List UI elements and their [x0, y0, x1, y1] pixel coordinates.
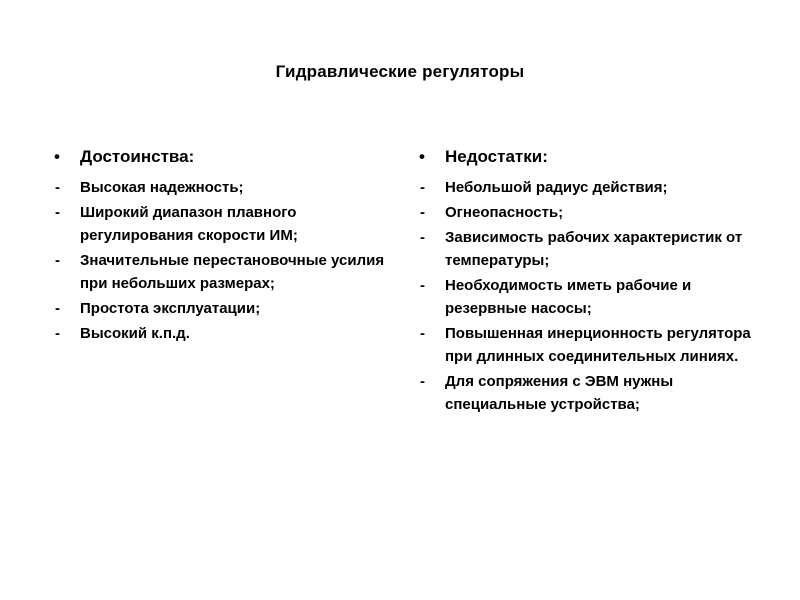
list-item-text: Огнеопасность; — [445, 204, 564, 221]
disadvantages-column — [417, 146, 777, 418]
list-item-text: Небольшой радиус действия; — [445, 179, 668, 196]
advantages-column — [52, 146, 392, 347]
disadvantages-list — [417, 176, 777, 416]
list-item — [52, 322, 392, 345]
list-item — [417, 274, 777, 320]
list-item — [417, 322, 777, 368]
dash-icon: - — [55, 300, 60, 317]
dash-icon: - — [420, 204, 425, 221]
list-item-text: Значительные перестановочные усилия при небольших размерах; — [80, 252, 385, 292]
dash-icon: - — [420, 325, 425, 342]
list-item-text: Повышенная инерционность регулятора при длинных соединительных линиях. — [445, 325, 751, 365]
bullet-icon: • — [54, 147, 60, 166]
dash-icon: - — [55, 252, 60, 269]
dash-icon: - — [420, 229, 425, 246]
list-item-text: Зависимость рабочих характеристик от температуры; — [445, 229, 743, 269]
dash-icon: - — [420, 179, 425, 196]
list-item-text: Простота эксплуатации; — [80, 300, 261, 317]
dash-icon: - — [55, 179, 60, 196]
list-item — [417, 176, 777, 199]
list-item-text: Широкий диапазон плавного регулирования скорости ИМ; — [80, 204, 298, 244]
list-item — [417, 226, 777, 272]
list-item — [417, 201, 777, 224]
list-item — [417, 370, 777, 416]
list-item — [52, 176, 392, 199]
slide-title: Гидравлические регуляторы — [275, 62, 525, 81]
dash-icon: - — [55, 204, 60, 221]
dash-icon: - — [55, 325, 60, 342]
list-item-text: Высокая надежность; — [80, 179, 244, 196]
dash-icon: - — [420, 277, 425, 294]
list-item-text: Необходимость иметь рабочие и резервные насосы; — [445, 277, 692, 317]
advantages-heading-label: Достоинства: — [80, 147, 195, 166]
list-item — [52, 201, 392, 247]
bullet-icon: • — [419, 147, 425, 166]
list-item-text: Для сопряжения с ЭВМ нужны специальные устройства; — [445, 373, 674, 413]
advantages-heading — [52, 146, 392, 168]
disadvantages-heading-label: Недостатки: — [445, 147, 548, 166]
disadvantages-heading — [417, 146, 777, 168]
list-item — [52, 297, 392, 320]
dash-icon: - — [420, 373, 425, 390]
advantages-list — [52, 176, 392, 345]
list-item — [52, 249, 392, 295]
list-item-text: Высокий к.п.д. — [80, 325, 190, 342]
